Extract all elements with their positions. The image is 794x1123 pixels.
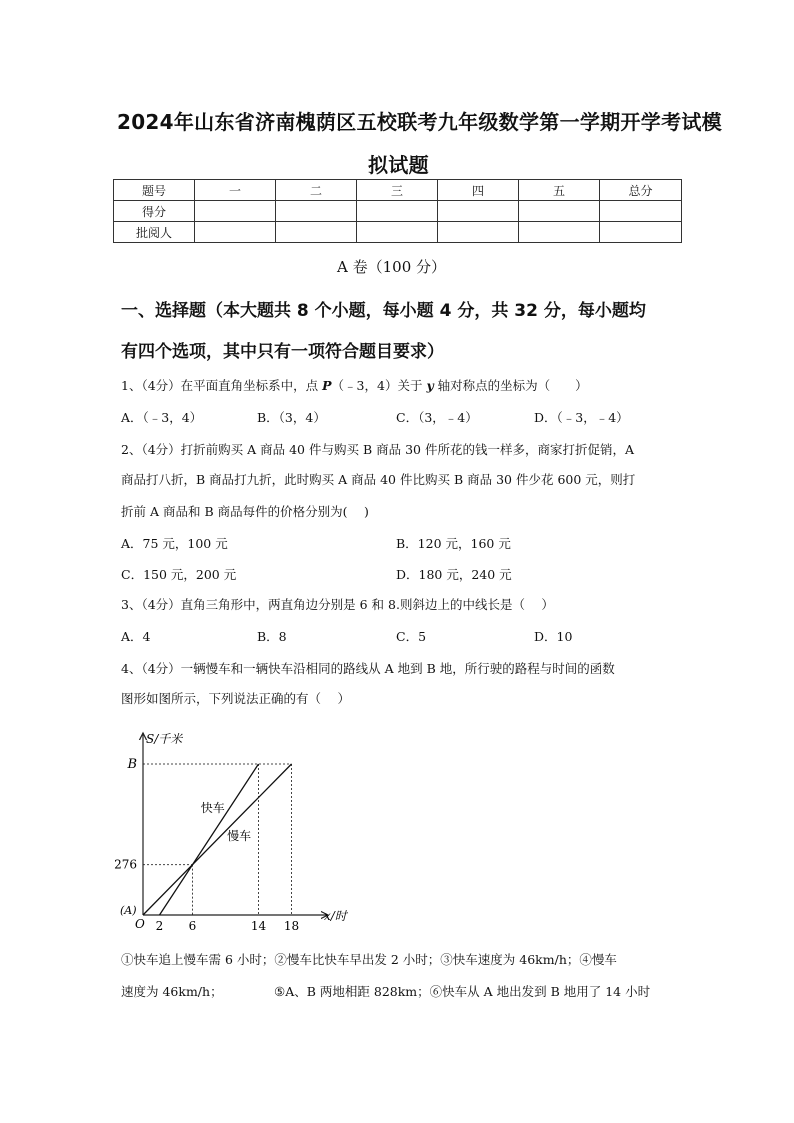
q3-option-d[interactable]: D．10 [534,629,573,644]
section1-heading-line1: 一、选择题（本大题共 8 个小题，每小题 4 分，共 32 分，每小题均 [121,301,646,321]
score-table-header-cell: 一 [195,180,276,201]
q2-line-2: 商品打八折，B 商品打九折，此时购买 A 商品 40 件比购买 B 商品 30 件少花 600 元，则打 [121,472,636,487]
score-cell[interactable] [357,222,438,243]
page-title-line1: 2024年山东省济南槐荫区五校联考九年级数学第一学期开学考试模 [117,110,722,134]
score-table-header-cell: 二 [276,180,357,201]
q1-option-a[interactable]: A．（﹣3，4） [121,410,203,425]
q4-statements-line-1: ①快车追上慢车需 6 小时；②慢车比快车早出发 2 小时；③快车速度为 46km/h；④慢车 [121,952,617,967]
score-cell[interactable] [276,201,357,222]
y-axis-label: S/千米 [146,732,183,746]
section1-heading-line2: 有四个选项，其中只有一项符合题目要求） [121,342,444,362]
question-3: 3、（4分）直角三角形中，两直角边分别是 6 和 8.则斜边上的中线长是（ ） [121,597,554,612]
q1-text-pre: 1、（4分）在平面直角坐标系中，点 [121,378,323,393]
q2-option-c[interactable]: C．150 元，200 元 [121,567,237,582]
q2-line-3: 折前 A 商品和 B 商品每件的价格分别为( ) [121,504,369,519]
q1-option-b[interactable]: B．（3，4） [257,410,326,425]
x-tick-label: 18 [283,919,300,933]
distance-time-chart [110,725,347,940]
y-tick-label: B [127,757,137,772]
score-table-header-cell: 四 [438,180,519,201]
score-table-row [114,201,682,222]
score-table-row [114,222,682,243]
score-table [113,179,682,243]
y-tick-label: 276 [114,857,137,872]
q1-option-d[interactable]: D．（﹣3，﹣4） [534,410,629,425]
q4-line-2: 图形如图所示，下列说法正确的有（ ） [121,691,350,706]
score-cell[interactable] [438,201,519,222]
score-cell[interactable] [195,222,276,243]
q1-option-c[interactable]: C．（3，﹣4） [396,410,478,425]
score-cell[interactable] [276,222,357,243]
q3-option-a[interactable]: A．4 [121,629,151,644]
score-table-header-cell: 五 [519,180,600,201]
score-table-header-cell: 题号 [114,180,195,201]
score-cell[interactable] [195,201,276,222]
q4-statements-line-2a: 速度为 46km/h； [121,984,223,999]
juan-a-heading: A 卷（100 分） [337,258,446,276]
score-table-header-cell: 总分 [600,180,682,201]
origin-note-label: (A) [120,904,137,917]
question-1 [121,376,588,394]
q3-option-c[interactable]: C．5 [396,629,427,644]
score-cell[interactable] [519,201,600,222]
score-table-row-label: 批阅人 [114,222,195,243]
score-cell[interactable] [519,222,600,243]
score-cell[interactable] [600,222,682,243]
score-cell[interactable] [438,222,519,243]
q1-text-mid: （﹣3，4）关于 [331,378,427,393]
x-tick-label: 14 [250,919,267,933]
q1-text-post: 轴对称点的坐标为（ ） [433,378,588,393]
score-table-header-cell: 三 [357,180,438,201]
q2-option-d[interactable]: D．180 元，240 元 [396,567,512,582]
series-label-fast: 快车 [200,801,225,816]
q2-option-a[interactable]: A．75 元，100 元 [121,536,228,551]
score-cell[interactable] [600,201,682,222]
q3-option-b[interactable]: B．8 [257,629,287,644]
q2-option-b[interactable]: B．120 元，160 元 [396,536,511,551]
series-line-slow [143,764,292,915]
q2-line-1: 2、（4分）打折前购买 A 商品 40 件与购买 B 商品 30 件所花的钱一样多，商家打折促销，A [121,442,634,457]
q1-axis-y: y [426,378,434,393]
score-table-header-row [114,180,682,201]
origin-label: O [135,917,145,931]
x-tick-label: 6 [188,919,197,933]
x-axis-label: x/时 [324,909,347,923]
score-cell[interactable] [357,201,438,222]
q4-statements-line-2b: ⑤A、B 两地相距 828km；⑥快车从 A 地出发到 B 地用了 14 小时 [274,984,651,999]
q4-line-1: 4、（4分）一辆慢车和一辆快车沿相同的路线从 A 地到 B 地，所行驶的路程与时间的函数 [121,661,615,676]
q1-point-p: P [322,378,332,393]
x-tick-label: 2 [155,919,164,933]
page-title-line2: 拟试题 [368,153,429,177]
score-table-row-label: 得分 [114,201,195,222]
series-label-slow: 慢车 [227,829,252,844]
